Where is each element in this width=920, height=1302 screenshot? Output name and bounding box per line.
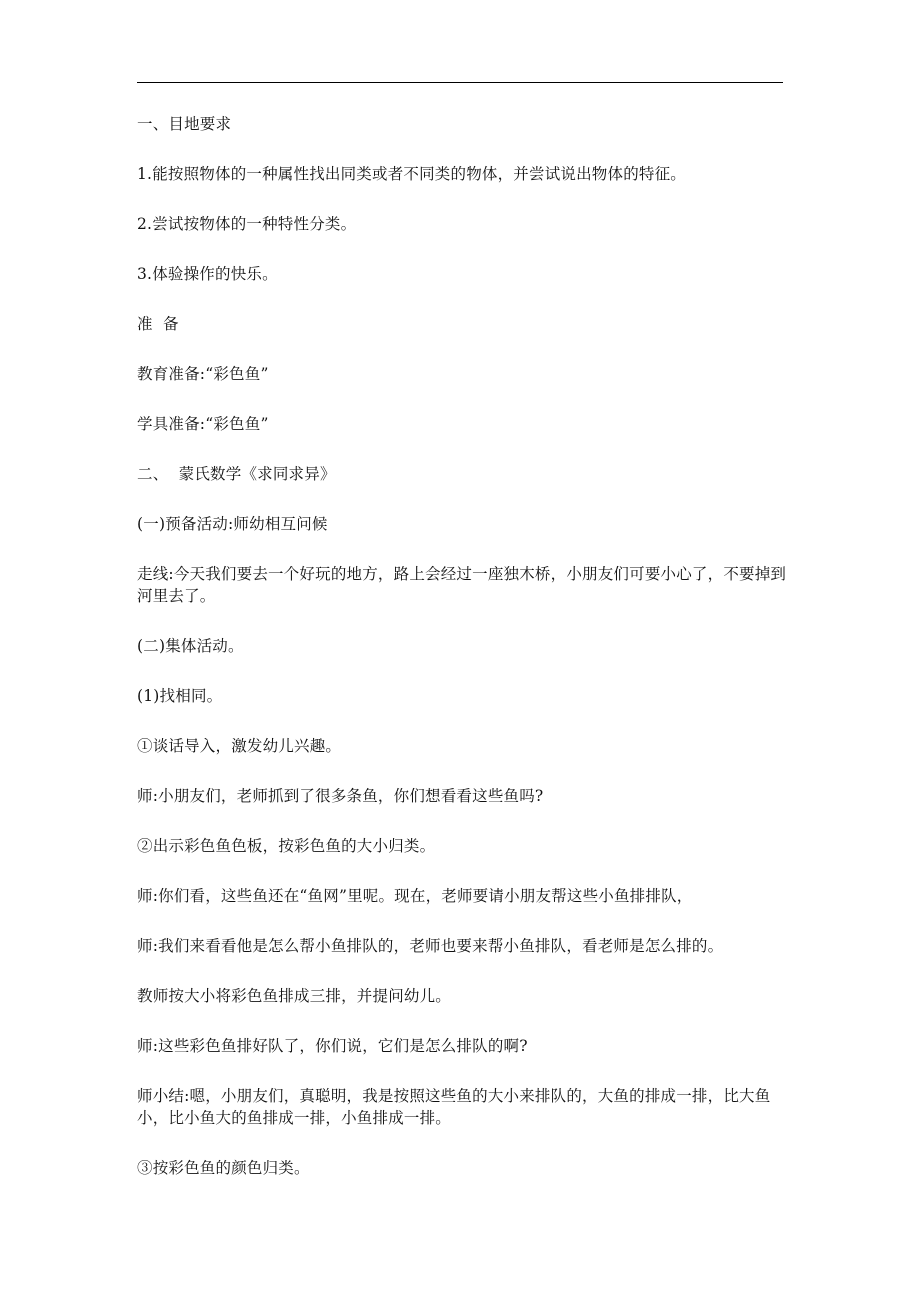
find-same-heading: (1)找相同。 [137,687,223,705]
teacher-line-2: 师:你们看，这些鱼还在“鱼网”里呢。现在，老师要请小朋友帮这些小鱼排排队， [137,887,693,905]
group-activity-heading: (二)集体活动。 [137,637,244,655]
header-rule [137,82,783,83]
line-walk-paragraph: 走线:今天我们要去一个好玩的地方，路上会经过一座独木桥，小朋友们可要小心了，不要掉到河里去了。 [137,565,787,605]
teacher-line-1: 师:小朋友们，老师抓到了很多条鱼，你们想看看这些鱼吗? [137,787,544,805]
warmup-activity: (一)预备活动:师幼相互问候 [137,515,328,533]
learning-tools-preparation: 学具准备:“彩色鱼” [137,415,269,433]
goal-item-1: 1.能按照物体的一种属性找出同类或者不同类的物体，并尝试说出物体的特征。 [137,165,686,183]
step-3-color-sort: ③按彩色鱼的颜色归类。 [137,1159,310,1177]
goal-item-3: 3.体验操作的快乐。 [137,265,278,283]
teacher-line-3: 师:我们来看看他是怎么帮小鱼排队的，老师也要来帮小鱼排队，看老师是怎么排的。 [137,937,724,955]
section-heading-activity: 二、 蒙氏数学《求同求异》 [137,465,336,483]
section-heading-goals: 一、目地要求 [137,115,232,133]
teacher-summary: 师小结:嗯，小朋友们，真聪明，我是按照这些鱼的大小来排队的，大鱼的排成一排，比大鱼小，比小鱼大的鱼排成一排，小鱼排成一排。 [137,1087,771,1127]
teacher-action: 教师按大小将彩色鱼排成三排，并提问幼儿。 [137,987,452,1005]
step-2-size-sort: ②出示彩色鱼色板，按彩色鱼的大小归类。 [137,837,436,855]
teaching-preparation: 教育准备:“彩色鱼” [137,365,269,383]
teacher-line-4: 师:这些彩色鱼排好队了，你们说，它们是怎么排队的啊? [137,1037,528,1055]
document-body [137,113,787,1207]
goal-item-2: 2.尝试按物体的一种特性分类。 [137,215,357,233]
preparation-heading: 准 备 [137,315,179,333]
step-1-intro: ①谈话导入，激发幼儿兴趣。 [137,737,342,755]
